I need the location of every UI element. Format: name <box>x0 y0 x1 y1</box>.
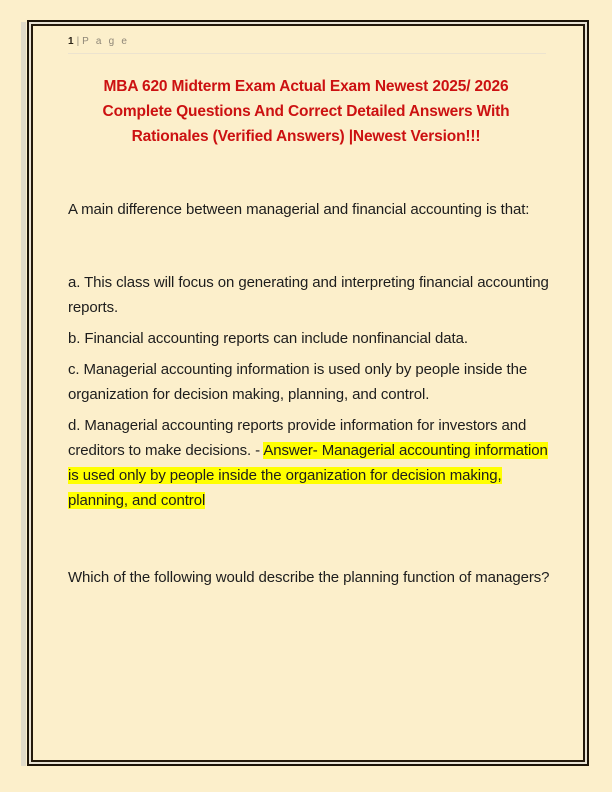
running-header <box>40 26 572 48</box>
page-title: MBA 620 Midterm Exam Actual Exam Newest 2025/ 2026 Complete Questions And Correct Detailed Answers With Rationales (Verified Answers) |Newest Version!!! <box>102 78 510 145</box>
spacer <box>68 149 550 197</box>
page-number: 1 <box>68 36 74 47</box>
header-page-label <box>68 36 572 48</box>
question-1-option-c: c. Managerial accounting information is used only by people inside the organization for decision making, planning, and control. <box>68 361 528 403</box>
header-page-word: P a g e <box>82 36 130 47</box>
page-border-shadow <box>21 22 26 766</box>
question-1-option-d <box>68 413 550 513</box>
option-d-text: d. Managerial accounting reports provide information for investors and creditors to make decisions. - <box>68 417 527 459</box>
header-separator: | <box>76 36 80 47</box>
spacer <box>68 513 550 565</box>
answer-highlight: Answer- Managerial accounting information is used only by people inside the organization for decision making, planning, and control <box>68 442 548 509</box>
spacer <box>68 222 550 270</box>
question-1-option-b: b. Financial accounting reports can include nonfinancial data. <box>68 330 468 347</box>
question-2-stem: Which of the following would describe the planning function of managers? <box>68 569 550 586</box>
question-1-stem: A main difference between managerial and financial accounting is that: <box>68 201 530 218</box>
question-1-option-a: a. This class will focus on generating and interpreting financial accounting reports. <box>68 274 549 316</box>
header-divider <box>68 53 546 54</box>
document-body <box>68 149 550 590</box>
page-content <box>40 26 572 760</box>
